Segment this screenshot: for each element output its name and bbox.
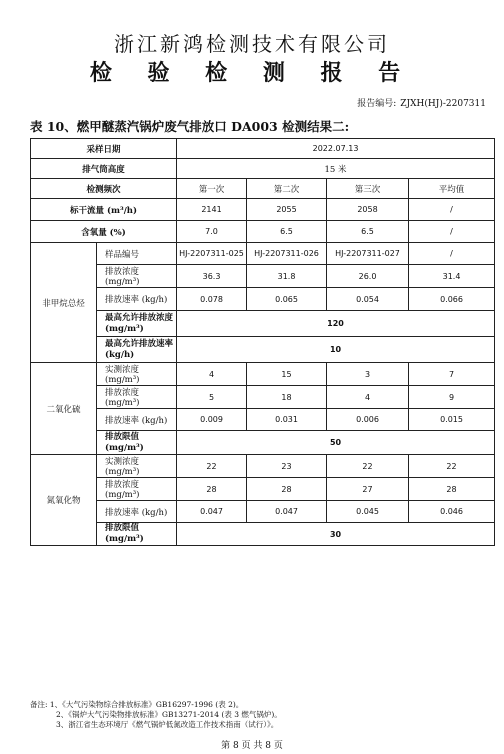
- table-cell: 6.5: [247, 221, 327, 243]
- table-cell: 9: [409, 386, 495, 409]
- oxygen-label: 含氧量 (%): [31, 221, 177, 243]
- page-number: 第 8 页 共 8 页: [221, 741, 283, 751]
- table-cell: 0.015: [409, 409, 495, 431]
- table-cell: /: [409, 243, 495, 265]
- table-cell: 0.065: [247, 288, 327, 311]
- limit-label: 排放限值 (mg/m³): [97, 431, 177, 455]
- param-label: 排放浓度 (mg/m³): [97, 265, 177, 288]
- table-cell: 0.046: [409, 501, 495, 523]
- table-cell: 4: [327, 386, 409, 409]
- stack-height-label: 排气筒高度: [31, 159, 177, 179]
- param-label: 排放浓度 (mg/m³): [97, 478, 177, 501]
- table-cell: 31.8: [247, 265, 327, 288]
- table-cell: 3: [327, 363, 409, 386]
- sample-no-label: 样品编号: [97, 243, 177, 265]
- freq-2: 第二次: [247, 179, 327, 199]
- table-row: [31, 455, 495, 478]
- table-row: [31, 265, 495, 288]
- stack-height: 15 米: [177, 159, 495, 179]
- param-label: 实测浓度 (mg/m³): [97, 363, 177, 386]
- table-cell: 2141: [177, 199, 247, 221]
- table-cell: HJ-2207311-027: [327, 243, 409, 265]
- table-cell: /: [409, 199, 495, 221]
- table-cell: 28: [177, 478, 247, 501]
- table-cell: 31.4: [409, 265, 495, 288]
- table-row: [31, 221, 495, 243]
- report-number: [357, 96, 486, 109]
- table-cell: 15: [247, 363, 327, 386]
- table-cell: 0.047: [177, 501, 247, 523]
- table-cell: 0.006: [327, 409, 409, 431]
- param-label: 排放浓度 (mg/m³): [97, 386, 177, 409]
- param-label: 排放速率 (kg/h): [97, 409, 177, 431]
- freq-avg: 平均值: [409, 179, 495, 199]
- table-row: [31, 478, 495, 501]
- table-row: [31, 139, 495, 159]
- table-row: [31, 409, 495, 431]
- limit-label: 排放限值 (mg/m³): [97, 523, 177, 546]
- note-line: 2、《锅炉大气污染物排放标准》GB13271-2014 (表 3 燃气锅炉)。: [56, 710, 282, 719]
- limit-value: 10: [177, 337, 495, 363]
- table-cell: 0.031: [247, 409, 327, 431]
- table-row: [31, 199, 495, 221]
- table-cell: 0.009: [177, 409, 247, 431]
- table-cell: 5: [177, 386, 247, 409]
- table-cell: 0.066: [409, 288, 495, 311]
- limit-label: 最高允许排放浓度 (mg/m³): [97, 311, 177, 337]
- table-row: [31, 363, 495, 386]
- table-cell: 28: [247, 478, 327, 501]
- report-number-value: ZJXH(HJ)-2207311: [400, 99, 486, 109]
- table-cell: HJ-2207311-025: [177, 243, 247, 265]
- table-cell: 23: [247, 455, 327, 478]
- table-cell: 0.054: [327, 288, 409, 311]
- table-cell: 22: [177, 455, 247, 478]
- table-row: [31, 337, 495, 363]
- table-cell: 2055: [247, 199, 327, 221]
- limit-label: 最高允许排放速率 (kg/h): [97, 337, 177, 363]
- limit-value: 120: [177, 311, 495, 337]
- param-label: 排放速率 (kg/h): [97, 288, 177, 311]
- limit-value: 30: [177, 523, 495, 546]
- table-cell: 18: [247, 386, 327, 409]
- nmhc-name: 非甲烷总烃: [31, 243, 97, 363]
- table-row: [31, 288, 495, 311]
- note-line: 备注: 1、《大气污染物综合排放标准》GB16297-1996 (表 2)。: [30, 700, 244, 709]
- table-cell: 36.3: [177, 265, 247, 288]
- table-cell: HJ-2207311-026: [247, 243, 327, 265]
- table-cell: 0.045: [327, 501, 409, 523]
- table-cell: 6.5: [327, 221, 409, 243]
- note-line: 3、浙江省生态环境厅《燃气锅炉低氮改造工作技术指南（试行）》。: [56, 720, 279, 729]
- param-label: 排放速率 (kg/h): [97, 501, 177, 523]
- param-label: 实测浓度 (mg/m³): [97, 455, 177, 478]
- freq-label: 检测频次: [31, 179, 177, 199]
- sampling-date: 2022.07.13: [177, 139, 495, 159]
- table-row: [31, 159, 495, 179]
- company-name: 浙江新鸿检测技术有限公司: [114, 32, 390, 56]
- table-cell: 4: [177, 363, 247, 386]
- freq-1: 第一次: [177, 179, 247, 199]
- table-cell: 2058: [327, 199, 409, 221]
- table-cell: 7: [409, 363, 495, 386]
- table-row: [31, 179, 495, 199]
- table-cell: 27: [327, 478, 409, 501]
- table-row: [31, 501, 495, 523]
- table-cell: 0.047: [247, 501, 327, 523]
- table-row: [31, 243, 495, 265]
- limit-value: 50: [177, 431, 495, 455]
- table-row: [31, 431, 495, 455]
- sampling-date-label: 采样日期: [31, 139, 177, 159]
- table-cell: 22: [327, 455, 409, 478]
- section-title: 表 10、燃甲醚蒸汽锅炉废气排放口 DA003 检测结果二:: [30, 119, 350, 134]
- table-cell: 26.0: [327, 265, 409, 288]
- report-title: 检 验 检 测 报 告: [89, 60, 415, 86]
- notes: [30, 700, 494, 730]
- table-cell: 28: [409, 478, 495, 501]
- table-cell: 0.078: [177, 288, 247, 311]
- table-row: [31, 523, 495, 546]
- flow-label: 标干流量 (m³/h): [31, 199, 177, 221]
- table-cell: /: [409, 221, 495, 243]
- nox-name: 氮氧化物: [31, 455, 97, 546]
- table-cell: 22: [409, 455, 495, 478]
- so2-name: 二氧化硫: [31, 363, 97, 455]
- results-table: [30, 138, 495, 546]
- freq-3: 第三次: [327, 179, 409, 199]
- table-row: [31, 386, 495, 409]
- table-row: [31, 311, 495, 337]
- report-number-label: 报告编号:: [357, 99, 397, 109]
- table-cell: 7.0: [177, 221, 247, 243]
